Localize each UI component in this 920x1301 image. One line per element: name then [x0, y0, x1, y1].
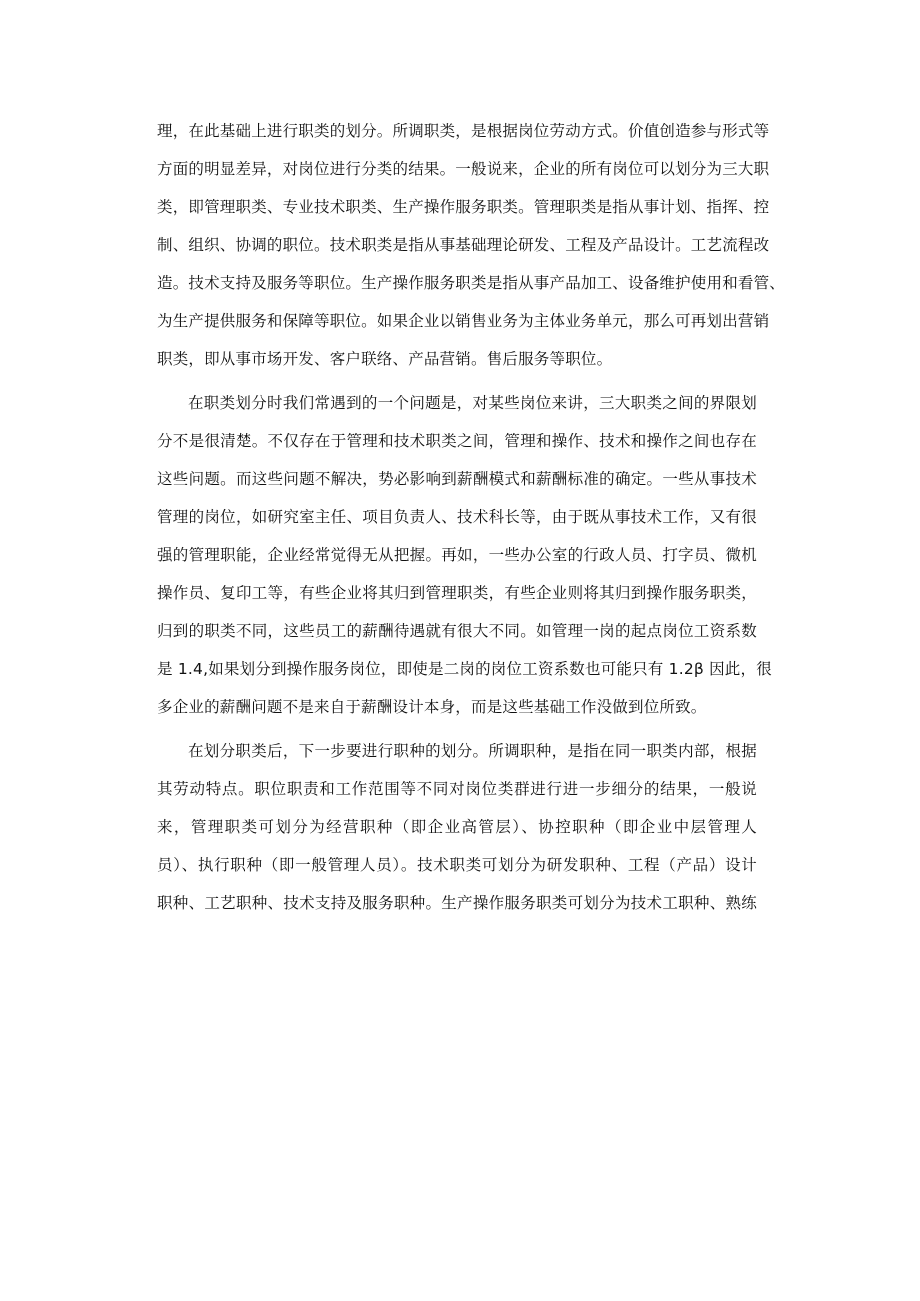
text-line: 强的管理职能，企业经常觉得无从把握。再如，一些办公室的行政人员、打字员、微机 — [157, 546, 757, 564]
text-line: 类，即管理职类、专业技术职类、生产操作服务职类。管理职类是指从事计划、指挥、控 — [157, 198, 770, 216]
text-line: 归到的职类不同，这些员工的薪酬待遇就有很大不同。如管理一岗的起点岗位工资系数 — [157, 622, 757, 640]
document-page — [157, 112, 786, 922]
text-line: 分不是很清楚。不仅存在于管理和技术职类之间，管理和操作、技术和操作之间也存在 — [157, 432, 757, 450]
text-line: 理，在此基础上进行职类的划分。所调职类，是根据岗位劳动方式。价值创造参与形式等 — [157, 122, 770, 140]
text-line: 职种、工艺职种、技术支持及服务职种。生产操作服务职类可划分为技术工职种、熟练 — [157, 894, 757, 912]
text-line: 制、组织、协调的职位。技术职类是指从事基础理论研发、工程及产品设计。工艺流程改 — [157, 236, 770, 254]
text-line: 在职类划分时我们常遇到的一个问题是，对某些岗位来讲，三大职类之间的界限划 — [188, 394, 757, 412]
paragraph-2 — [157, 384, 772, 726]
paragraph-3 — [157, 732, 757, 922]
text-line: 在划分职类后，下一步要进行职种的划分。所调职种，是指在同一职类内部，根据 — [188, 742, 757, 760]
text-line: 管理的岗位，如研究室主任、项目负责人、技术科长等，由于既从事技术工作，又有很 — [157, 508, 757, 526]
text-line: 为生产提供服务和保障等职位。如果企业以销售业务为主体业务单元，那么可再划出营销 — [157, 312, 770, 330]
text-line: 操作员、复印工等，有些企业将其归到管理职类，有些企业则将其归到操作服务职类， — [157, 584, 757, 602]
text-line: 方面的明显差异，对岗位进行分类的结果。一般说来，企业的所有岗位可以划分为三大职 — [157, 160, 770, 178]
text-line: 多企业的薪酬问题不是来自于薪酬设计本身，而是这些基础工作没做到位所致。 — [157, 698, 707, 716]
text-line: 来，管理职类可划分为经营职种（即企业高管层）、协控职种（即企业中层管理人 — [157, 818, 757, 836]
text-line: 员）、执行职种（即一般管理人员）。技术职类可划分为研发职种、工程（产品）设计 — [157, 856, 757, 874]
text-line: 造。技术支持及服务等职位。生产操作服务职类是指从事产品加工、设备维护使用和看管、 — [157, 274, 786, 292]
text-line: 是 1.4,如果划分到操作服务岗位，即使是二岗的岗位工资系数也可能只有 1.2β 因此，很 — [157, 660, 772, 678]
text-line: 职类，即从事市场开发、客户联络、产品营销。售后服务等职位。 — [157, 350, 613, 368]
text-line: 这些问题。而这些问题不解决，势必影响到薪酬模式和薪酬标准的确定。一些从事技术 — [157, 470, 757, 488]
text-line: 其劳动特点。职位职责和工作范围等不同对岗位类群进行进一步细分的结果，一般说 — [157, 780, 757, 798]
paragraph-1 — [157, 112, 786, 378]
